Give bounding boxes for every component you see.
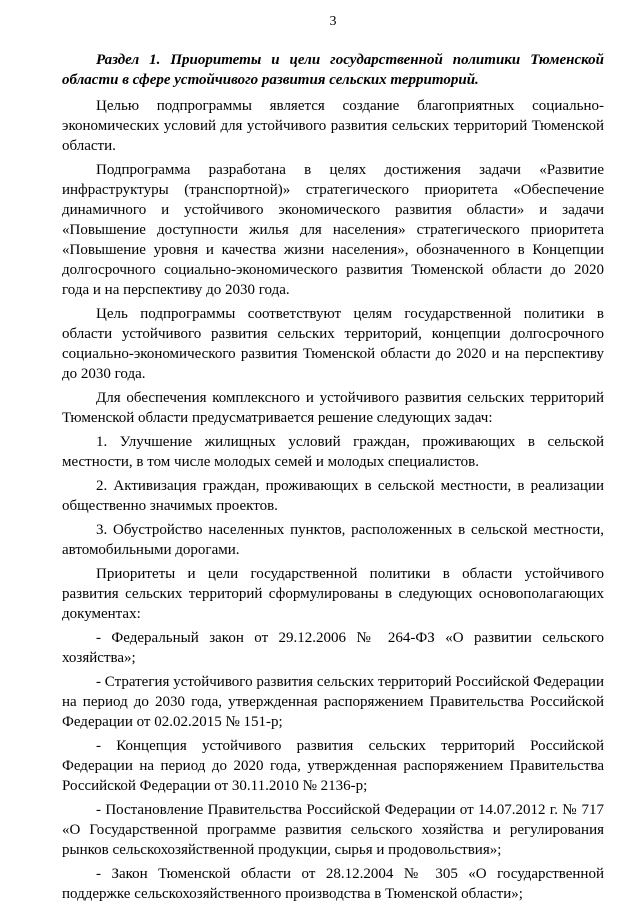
task-item-2: 2. Активизация граждан, проживающих в сельской местности, в реализации общественно значимых проектов. [62, 478, 604, 514]
document-item-concept: - Концепция устойчивого развития сельских территорий Российской Федерации на период до 2020 года, утвержденная распоряжением Правительства Российской Федерации от 30.11.2010 № 2136-р; [62, 738, 604, 794]
task-item-1: 1. Улучшение жилищных условий граждан, проживающих в сельской местности, в том числе молодых семей и молодых специалистов. [62, 434, 604, 470]
paragraph-purpose-alignment: Цель подпрограммы соответствуют целям государственной политики в области устойчивого развития сельских территорий, концепции долгосрочного социально-экономического развития Тюменской области до 2020 и на перспективу до 2030 года. [62, 306, 604, 382]
document-item-federal-law: - Федеральный закон от 29.12.2006 № 264-ФЗ «О развитии сельского хозяйства»; [62, 630, 604, 666]
paragraph-developed: Подпрограмма разработана в целях достижения задачи «Развитие инфраструктуры (транспортной)» стратегического приоритета «Обеспечение динамичного и устойчивого экономического развития области» и задачи «Повышение доступности жилья для населения» стратегического приоритета «Повышение уровня и качества жизни населения», обозначенного в Концепции долгосрочного социально-экономического развития Тюменской области до 2020 года и на перспективу до 2030 года. [62, 162, 604, 298]
document-item-strategy: - Стратегия устойчивого развития сельских территорий Российской Федерации на период до 2030 года, утвержденная распоряжением Правительства Российской Федерации от 02.02.2015 № 151-р; [62, 674, 604, 730]
section-heading: Раздел 1. Приоритеты и цели государственной политики Тюменской области в сфере устойчивого развития сельских территорий. [62, 52, 604, 88]
page-content [62, 50, 604, 908]
document-item-regional-law: - Закон Тюменской области от 28.12.2004 № 305 «О государственной поддержке сельскохозяйственного производства в Тюменской области»; [62, 866, 604, 902]
document-item-resolution: - Постановление Правительства Российской Федерации от 14.07.2012 г. № 717 «О Государственной программе развития сельского хозяйства и регулирования рынков сельскохозяйственной продукции, сырья и продовольствия»; [62, 802, 604, 858]
page-number: 3 [329, 14, 337, 29]
task-item-3: 3. Обустройство населенных пунктов, расположенных в сельской местности, автомобильными дорогами. [62, 522, 604, 558]
paragraph-tasks-intro: Для обеспечения комплексного и устойчивого развития сельских территорий Тюменской области предусматривается решение следующих задач: [62, 390, 604, 426]
paragraph-goal: Целью подпрограммы является создание благоприятных социально-экономических условий для устойчивого развития сельских территорий Тюменской области. [62, 98, 604, 154]
paragraph-documents-intro: Приоритеты и цели государственной политики в области устойчивого развития сельских территорий сформулированы в следующих основополагающих документах: [62, 566, 604, 622]
